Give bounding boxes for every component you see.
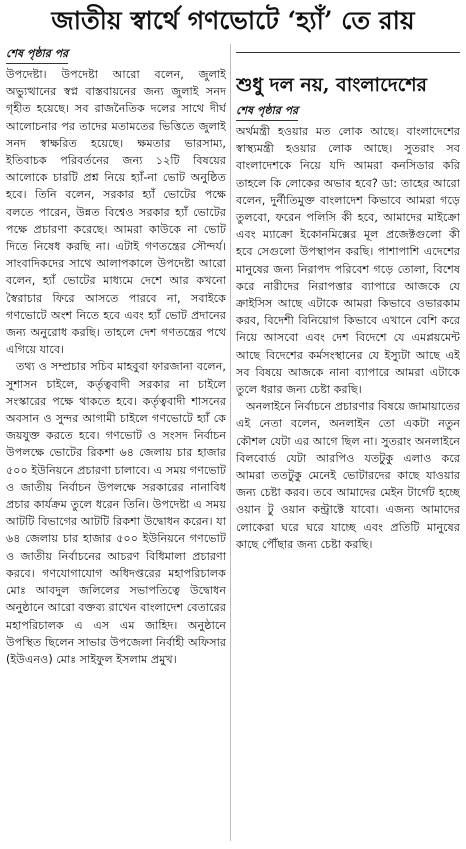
article-paragraph: অনলাইনে নির্বাচনে প্রচারণার বিষয়ে জামায়াতের এই নেতা বলেন, অনলাইন তো একটা নতুন কৌশল যেটা এর আগে ছিল না। সুতরাং অনলাইনে বিলবোর্ড যেটা আরপিও যতটুকু এলাও করে আমরা ততটুকু মেনেই ভোটারদের কাছে যাওয়ার জন্য চেষ্টা করব। তবে আমাদের মেইন টার্গেট হচ্ছে ওয়ান টু ওয়ান কন্ট্রাক্টে যাবো। এজন্য আমাদের লোকেরা ঘরে ঘরে যাচ্ছে এবং প্রতিটি মানুষের কাছে পৌঁছার জন্য চেষ্টা করছি।: [236, 400, 460, 551]
right-column: [236, 42, 460, 843]
article-paragraph: তথ্য ও সম্প্রচার সচিব মাহবুবা ফারজানা বলেন, সুশাসন চাইলে, কর্তৃত্ববাদী সরকার না চাইলে সংস্কারের পক্ষে থাকতে হবে। কর্তৃত্ববাদী শাসনের অবসান ও সুন্দর আগামী চাইলে গণভোটে হ্যাঁ কে জয়যুক্ত করতে হবে। গণভোট ও সংসদ নির্বাচন উপলক্ষে ভোটের রিকশা ৬৪ জেলায় চার হাজার ৫০০ ইউনিয়নে প্রচারণা চালাবে। এ সময় গণভোট ও জাতীয় নির্বাচন উপলক্ষে সরকারের নানাবিধ প্রচার কার্যক্রম তুলে ধরেন তিনি। উপদেষ্টা এ সময় আটটি বিভাগের আটটি রিকশা উদ্বোধন করেন। যা ৬৪ জেলায় চার হাজার ৫০০ ইউনিয়নে গণভোট ও জাতীয় নির্বাচনের আচরণ বিধিমালা প্রচারণা করবে। গণযোগাযোগ অধিদপ্তরের মহাপরিচালক মোঃ আবদুল জলিলের সভাপতিত্বে উদ্বোধন অনুষ্ঠানে আরো বক্তব্য রাখেন বাংলাদেশ বেতারের মহাপরিচালক এ এস এম জাহিদ। অনুষ্ঠানে উপস্থিত ছিলেন সাভার উপজেলা নির্বাহী অফিসার (ইউএনও) মোঃ সাইফুল ইসলাম প্রমুখ।: [6, 360, 226, 666]
column-divider: [230, 44, 231, 841]
left-column: [6, 42, 226, 843]
second-article-headline: শুধু দল নয়, বাংলাদেশের: [236, 74, 428, 96]
article-paragraph: অর্থমন্ত্রী হওয়ার মত লোক আছে। বাংলাদেশের স্বাস্থ্যমন্ত্রী হওয়ার লোক আছে। সুতরাং সব বাংলাদেশকে নিয়ে যদি আমরা কনসিডার করি তাহলে কি লোকের অভাব হবে? ডা: তাহের আরো বলেন, দুর্নীতিমুক্ত বাংলাদেশ কিভাবে আমরা গড়ে তুলবো, ফরেন পলিসি কী হবে, আমাদের মাইক্রো এবং ম্যাক্রো ইকোনমিক্সের মূল প্রজেক্টগুলো কী হবে সেগুলো উপস্থাপন করছি। পাশাপাশি এদেশের মানুষের জন্য নিরাপদ পরিবেশ গড়ে তোলা, বিশেষ করে নারীদের নিরাপত্তার ব্যাপারে আজকে যে ক্রাইসিস আছে এটাকে আমরা কিভাবে ওভারকাম করব, বিদেশী বিনিয়োগ কিভাবে এখানে বেশি করে নিয়ে আসবো এবং দেশ বিদেশে যে এমপ্লয়মেন্ট আছে বিদেশের কর্মসংস্থানের যে ইস্যুটা আছে এই সব বিষয়ে আজকে নানা ব্যাপারে আমরা এটাকে তুলে ধরার জন্য চেষ্টা করছি।: [236, 125, 460, 397]
section-rule: [236, 52, 460, 53]
continued-label: শেষ পৃষ্ঠার পর: [6, 46, 68, 64]
article-paragraph: উপদেষ্টা। উপদেষ্টা আরো বলেন, জুলাই অভ্যুত্থানের স্বপ্ন বাস্তবায়নের জন্য জুলাই সনদ গৃহীত হয়েছে। সব রাজনৈতিক দলের সাথে দীর্ঘ আলোচনার পর তাদের মতামতের ভিত্তিতে জুলাই সনদ স্বাক্ষরিত হয়েছে। ক্ষমতার ভারসাম্য, ইতিবাচক পরিবর্তনের জন্য ১২টি বিষয়ের আলোকে চারটি প্রশ্ন নিয়ে হ্যাঁ-না ভোট অনুষ্ঠিত হবে। তিনি বলেন, সরকার হ্যাঁ ভোটের পক্ষে বলতে পারেন, উন্নত বিশ্বেও সরকার হ্যাঁ ভোটের পক্ষে প্রচারণা করেছে। আমরা কাউকে না ভোট দিতে নিষেধ করছি না। এটাই গণতন্ত্রের সৌন্দর্য। সাংবাদিকদের সাথে আলাপকালে উপদেষ্টা আরো বলেন, হ্যাঁ ভোটের মাধ্যমে দেশে আর কখনো স্বৈরাচার ফিরে আসতে পারবে না, সবাইকে গণভোটে অংশ নিতে হবে এবং হ্যাঁ ভোট প্রদানের জন্য অনুরোধ করছি। তাহলে দেশ গণতন্ত্রের পথে এগিয়ে যাবে।: [6, 68, 226, 357]
page-headline: জাতীয় স্বার্থে গণভোটে ‘হ্যাঁ’ তে রায়: [51, 6, 415, 35]
continued-label-second: শেষ পৃষ্ঠার পর: [236, 103, 298, 121]
